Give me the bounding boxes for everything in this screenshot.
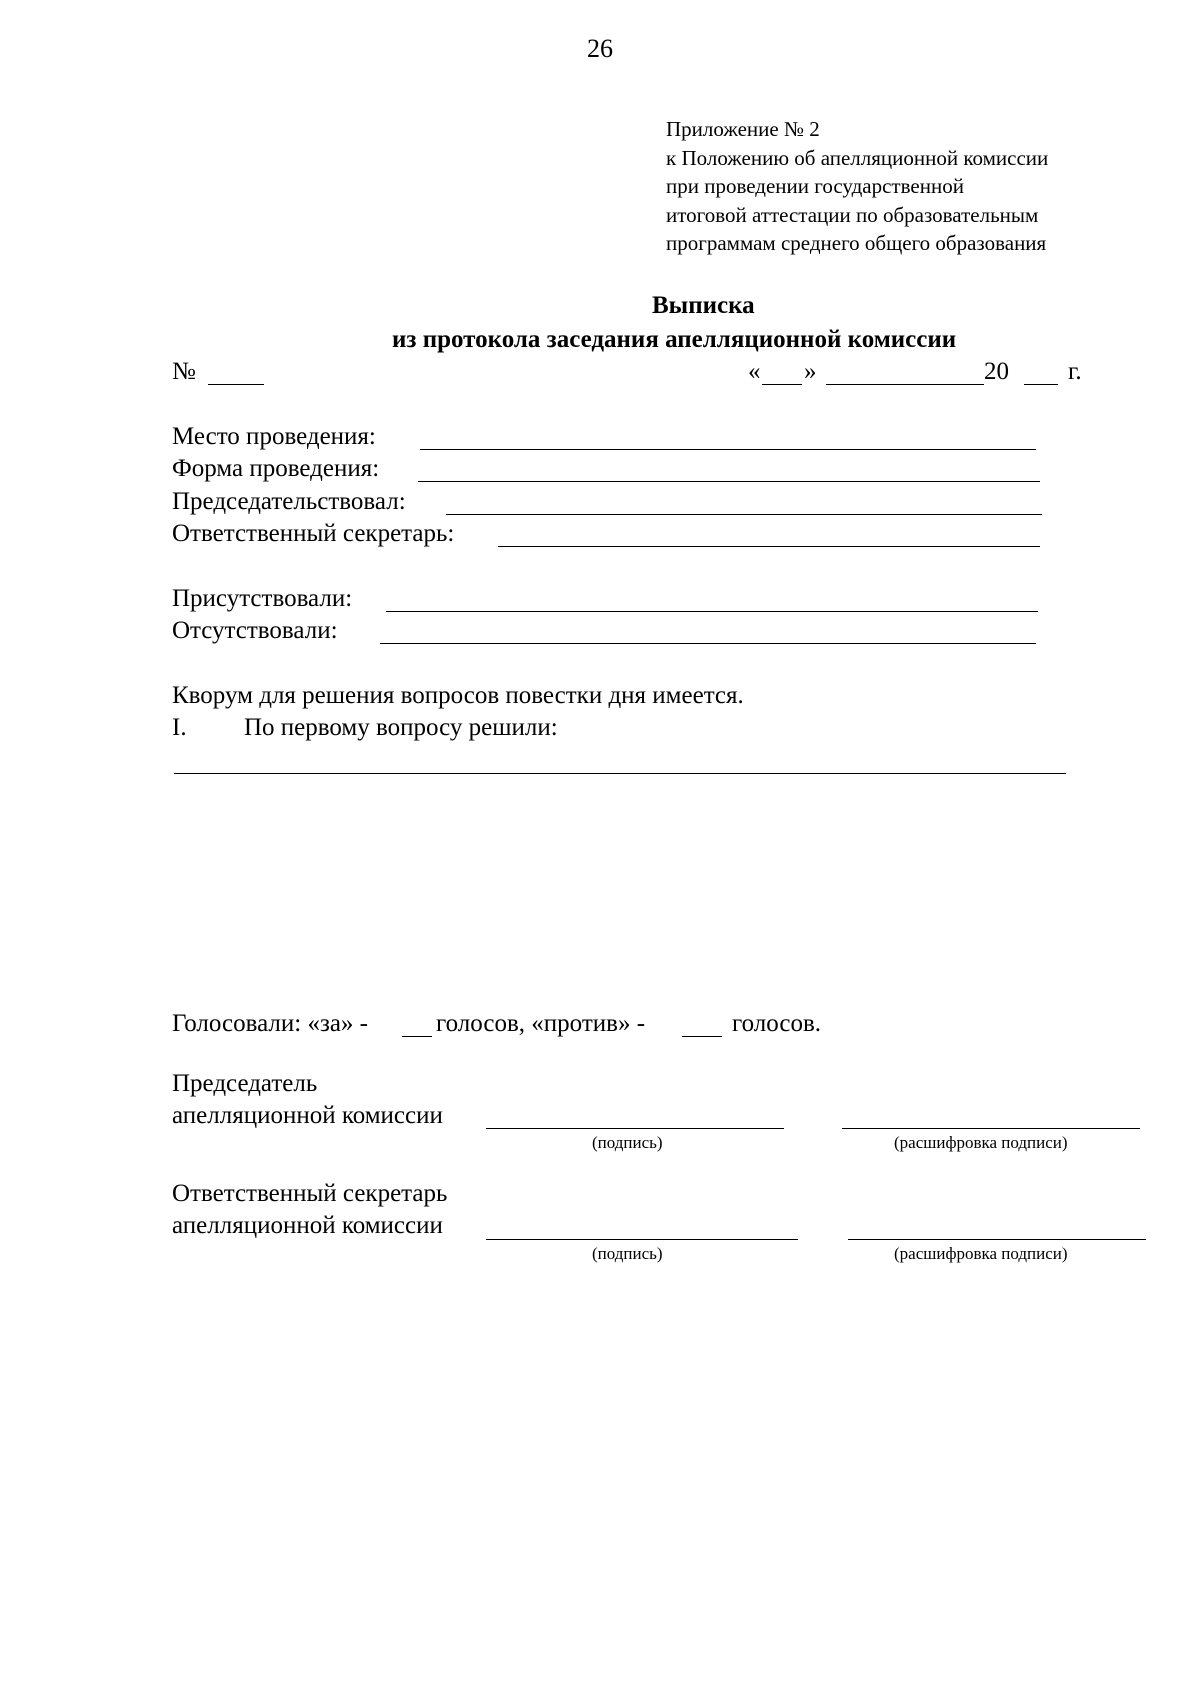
chair-signature-subtitle: апелляционной комиссии — [172, 1102, 443, 1129]
form-field[interactable] — [418, 481, 1040, 482]
page-number: 26 — [587, 34, 613, 63]
votes-against-field[interactable] — [682, 1036, 722, 1037]
date-year-suffix: г. — [1068, 358, 1082, 385]
chair-decode-caption: (расшифровка подписи) — [894, 1133, 1068, 1152]
chair-field[interactable] — [446, 514, 1042, 515]
votes-prefix: Голосовали: «за» - — [172, 1010, 369, 1037]
secretary-decode-caption: (расшифровка подписи) — [894, 1244, 1068, 1263]
date-day-field[interactable] — [762, 384, 802, 385]
votes-middle: голосов, «против» - — [436, 1010, 646, 1037]
absent-label: Отсутствовали: — [172, 617, 338, 644]
appendix-reference — [666, 115, 1048, 258]
chair-name-field[interactable] — [842, 1128, 1140, 1129]
appendix-line: программам среднего общего образования — [666, 231, 1047, 255]
votes-suffix: голосов. — [732, 1010, 822, 1037]
appendix-line: Приложение № 2 — [666, 117, 820, 141]
chair-signature-caption: (подпись) — [592, 1133, 663, 1152]
date-year-prefix: 20 — [984, 358, 1009, 385]
title-line-1: Выписка — [652, 292, 755, 319]
votes-for-field[interactable] — [402, 1036, 432, 1037]
place-field[interactable] — [420, 449, 1036, 450]
chair-label: Председательствовал: — [172, 488, 406, 515]
protocol-number-label: № — [172, 358, 196, 385]
quorum-text: Кворум для решения вопросов повестки дня имеется. — [172, 682, 744, 709]
date-year-field[interactable] — [1024, 384, 1058, 385]
present-field[interactable] — [386, 611, 1038, 612]
secretary-signature-caption: (подпись) — [592, 1244, 663, 1263]
secretary-field[interactable] — [498, 546, 1040, 547]
present-label: Присутствовали: — [172, 585, 353, 612]
secretary-name-field[interactable] — [848, 1239, 1146, 1240]
item-one-numeral: I. — [172, 714, 187, 741]
appendix-line: итоговой аттестации по образовательным — [666, 202, 1039, 227]
absent-field[interactable] — [380, 643, 1036, 644]
item-one-decision-field[interactable] — [174, 773, 1066, 774]
place-label: Место проведения: — [172, 423, 376, 450]
secretary-signature-subtitle: апелляционной комиссии — [172, 1212, 443, 1239]
form-label: Форма проведения: — [172, 455, 380, 482]
date-close-quote: » — [804, 358, 817, 385]
appendix-line: к Положению об апелляционной комиссии — [666, 145, 1049, 170]
chair-signature-title: Председатель — [172, 1070, 318, 1097]
date-month-field[interactable] — [826, 384, 984, 385]
secretary-signature-title: Ответственный секретарь — [172, 1180, 448, 1207]
item-one-text: По первому вопросу решили: — [244, 714, 558, 741]
date-open-quote: « — [748, 358, 761, 385]
secretary-signature-field[interactable] — [486, 1239, 798, 1240]
appendix-line: при проведении государственной — [666, 174, 964, 198]
secretary-label: Ответственный секретарь: — [172, 520, 455, 547]
chair-signature-field[interactable] — [486, 1128, 784, 1129]
title-line-2: из протокола заседания апелляционной комиссии — [392, 326, 957, 353]
protocol-number-field[interactable] — [208, 384, 264, 385]
